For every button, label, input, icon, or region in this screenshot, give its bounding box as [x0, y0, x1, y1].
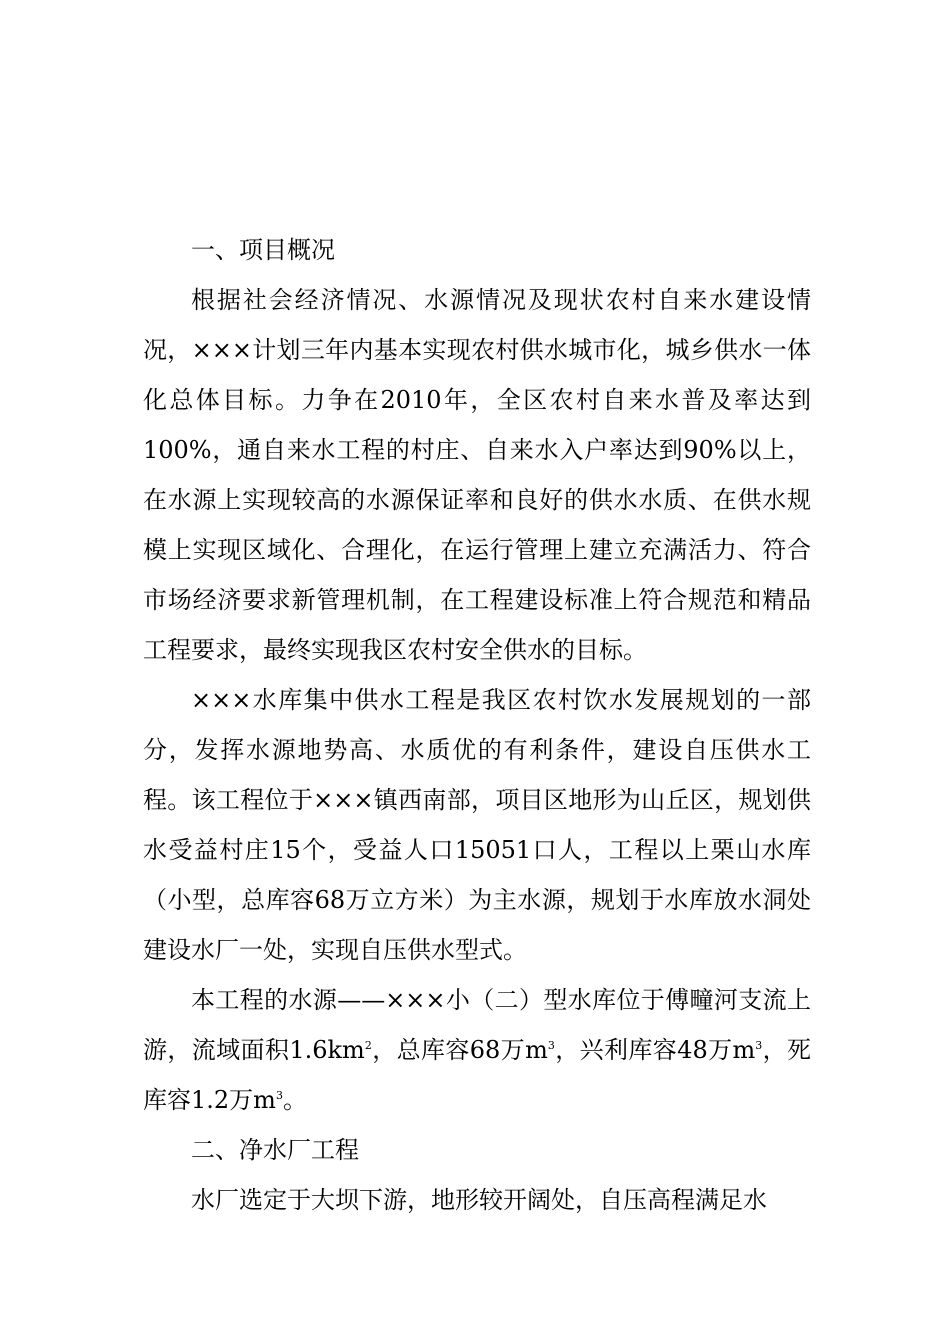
paragraph-plant-location: 水厂选定于大坝下游，地形较开阔处，自压高程满足水	[191, 1186, 767, 1214]
paragraph-goals: 根据社会经济情况、水源情况及现状农村自来水建设情况，×××计划三年内基本实现农村供水城市化，城乡供水一体化总体目标。力争在2010年，全区农村自来水普及率达到100%，通自来水工程的村庄、自来水入户率达到90%以上，在水源上实现较高的水源保证率和良好的供水水质、在供水规模上实现区域化、合理化，在运行管理上建立充满活力、符合市场经济要求新管理机制，在工程建设标准上符合规范和精品工程要求，最终实现我区农村安全供水的目标。	[143, 286, 811, 664]
document-page	[143, 225, 811, 1225]
paragraph-water-source	[143, 975, 811, 1125]
water-source-text-2: ，总库容68万m	[371, 1036, 548, 1064]
water-source-text-4: ，死库容1.2万m	[143, 1036, 812, 1114]
superscript-2: 2	[364, 1039, 372, 1052]
water-source-text-1: 本工程的水源——×××小（二）型水库位于傅疃河支流上游，流域面积1.6km	[143, 986, 811, 1064]
water-source-text-5: 。	[282, 1086, 307, 1114]
paragraph-reservoir-project: ×××水库集中供水工程是我区农村饮水发展规划的一部分，发挥水源地势高、水质优的有利条件，建设自压供水工程。该工程位于×××镇西南部，项目区地形为山丘区，规划供水受益村庄15个，受益人口15051口人，工程以上栗山水库（小型，总库容68万立方米）为主水源，规划于水库放水洞处建设水厂一处，实现自压供水型式。	[143, 686, 811, 964]
superscript-3: 3	[755, 1039, 763, 1052]
water-source-text-3: ，兴利库容48万m	[554, 1036, 756, 1064]
superscript-3: 3	[547, 1039, 555, 1052]
superscript-3: 3	[275, 1089, 283, 1102]
section-heading-water-plant: 二、净水厂工程	[191, 1136, 359, 1164]
section-heading-project-overview: 一、项目概况	[191, 236, 335, 264]
